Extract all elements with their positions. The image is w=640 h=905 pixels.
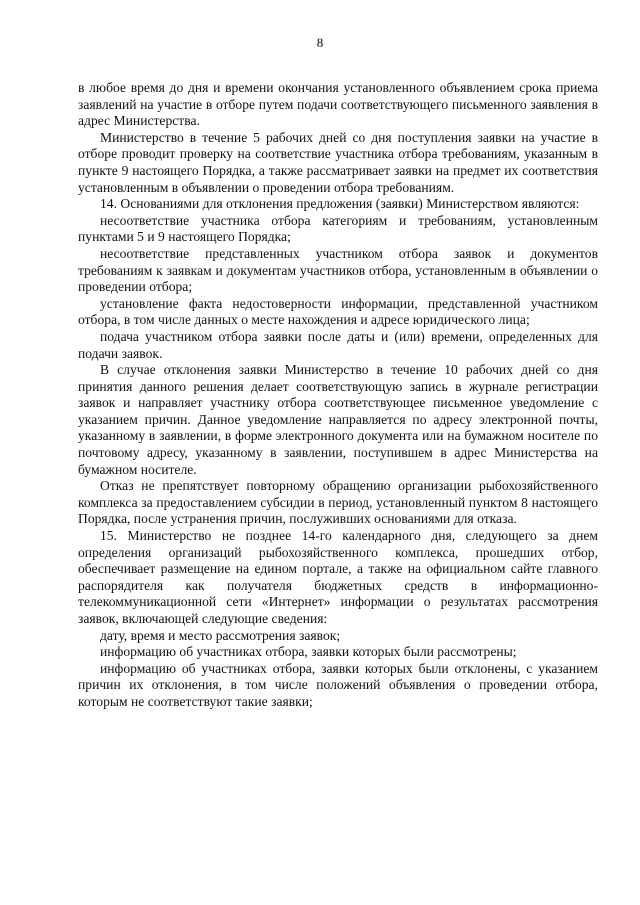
paragraph-review: Министерство в течение 5 рабочих дней со дня поступления заявки на участие в отборе проводит проверку на соответствие участника отбора требованиям, указанным в пункте 9 настоящего Порядка, а также рассматривает заявки на предмет их соответствия установленным в объявлении о проведении отбора требованиям. [78,129,598,195]
paragraph-info-rejected: информацию об участниках отбора, заявки которых были отклонены, с указанием причин их отклонения, в том числе положений объявления о проведении отбора, которым не соответствуют такие заявки; [78,660,598,709]
paragraph-reason-late: подача участником отбора заявки после даты и (или) времени, определенных для подачи заявок. [78,328,598,361]
paragraph-rejection-notice: В случае отклонения заявки Министерство в течение 10 рабочих дней со дня принятия данного решения делает соответствующую запись в журнале регистрации заявок и направляет участнику отбора соответствующее письменное уведомление с указанием причин. Данное уведомление направляется по адресу электронной почты, указанному в заявлении, в форме электронного документа или на бумажном носителе по почтовому адресу, указанному в заявлении, поступившем в адрес Министерства на бумажном носителе. [78,362,598,477]
paragraph-reason-false-info: установление факта недостоверности информации, представленной участником отбора, в том числе данных о месте нахождения и адресе юридического лица; [78,295,598,328]
paragraph-refusal: Отказ не препятствует повторному обращению организации рыбохозяйственного комплекса за предоставлением субсидии в период, установленный пунктом 8 настоящего Порядка, после устранения причин, послуживших основаниями для отказа. [78,478,598,527]
paragraph-info-date: дату, время и место рассмотрения заявок; [100,627,341,643]
paragraph-continuation: в любое время до дня и времени окончания установленного объявлением срока приема заявлений на участие в отборе путем подачи соответствующего письменного заявления в адрес Министерства. [78,80,598,129]
paragraph-info-reviewed: информацию об участниках отбора, заявки которых были рассмотрены; [100,644,517,660]
paragraph-reason-documents: несоответствие представленных участником отбора заявок и документов требованиям к заявкам и документам участников отбора, установленным в объявлении о проведении отбора; [78,245,598,295]
document-body [78,80,598,711]
paragraph-section-15: 15. Министерство не позднее 14-го календарного дня, следующего за днем определения организаций рыбохозяйственного комплекса, прошедших отбор, обеспечивает размещение на едином портале, а также на официальном сайте главного распорядителя как получателя бюджетных средств в информационно-телекоммуникационной сети «Интернет» информации о результатах рассмотрения заявок, включающей следующие сведения: [78,528,598,626]
paragraph-section-14: 14. Основаниями для отклонения предложения (заявки) Министерством являются: [100,196,580,212]
paragraph-reason-category: несоответствие участника отбора категориям и требованиям, установленным пунктами 5 и 9 настоящего Порядка; [78,212,598,245]
page-number: 8 [316,35,324,50]
